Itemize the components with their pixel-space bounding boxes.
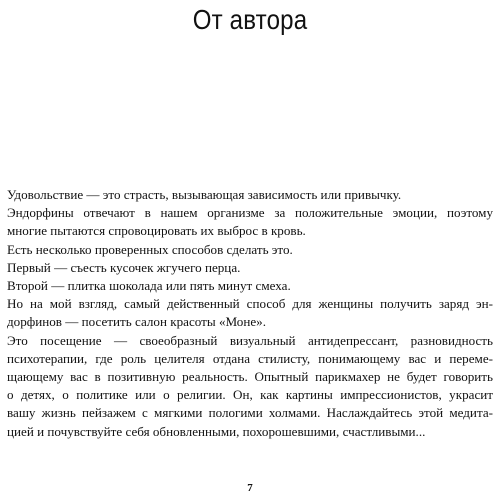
text-line: Второй — плитка шоколада или пять минут смеха.: [7, 278, 291, 294]
text-line: вашу жизнь пейзажем с мягкими пологими холмами. Наслаждайтесь этой медита-: [7, 405, 493, 421]
text-line: щающему вас в позитивную реальность. Опытный парикмахер не будет говорить: [7, 369, 493, 385]
text-line: Эндорфины отвечают в нашем организме за положительные эмоции, поэтому: [7, 205, 493, 221]
text-line: Есть несколько проверенных способов сделать это.: [7, 241, 293, 257]
text-line: Первый — съесть кусочек жгучего перца.: [7, 259, 241, 275]
text-line: о детях, о политике или о религии. Он, как картины импрессионистов, украсит: [7, 387, 493, 403]
text-line: дорфинов — посетить салон красоты «Моне».: [7, 314, 266, 330]
text-line: Но на мой взгляд, самый действенный способ для женщины получить заряд эн-: [7, 296, 493, 312]
text-line: цией и почувствуйте себя обновленными, похорошевшими, счастливыми...: [7, 423, 426, 439]
page-title: От автора: [192, 4, 308, 35]
text-line: многие пытаются спровоцировать их выброс в кровь.: [7, 223, 306, 239]
text-line: психотерапии, где роль целителя отдана стилисту, понимающему вас и переме-: [7, 350, 493, 366]
text-line: Это посещение — своеобразный визуальный антидепрессант, разновидность: [7, 332, 493, 348]
body-text: [7, 186, 493, 441]
page-number: 7: [247, 482, 253, 494]
text-line: Удовольствие — это страсть, вызывающая зависимость или привычку.: [7, 187, 402, 202]
